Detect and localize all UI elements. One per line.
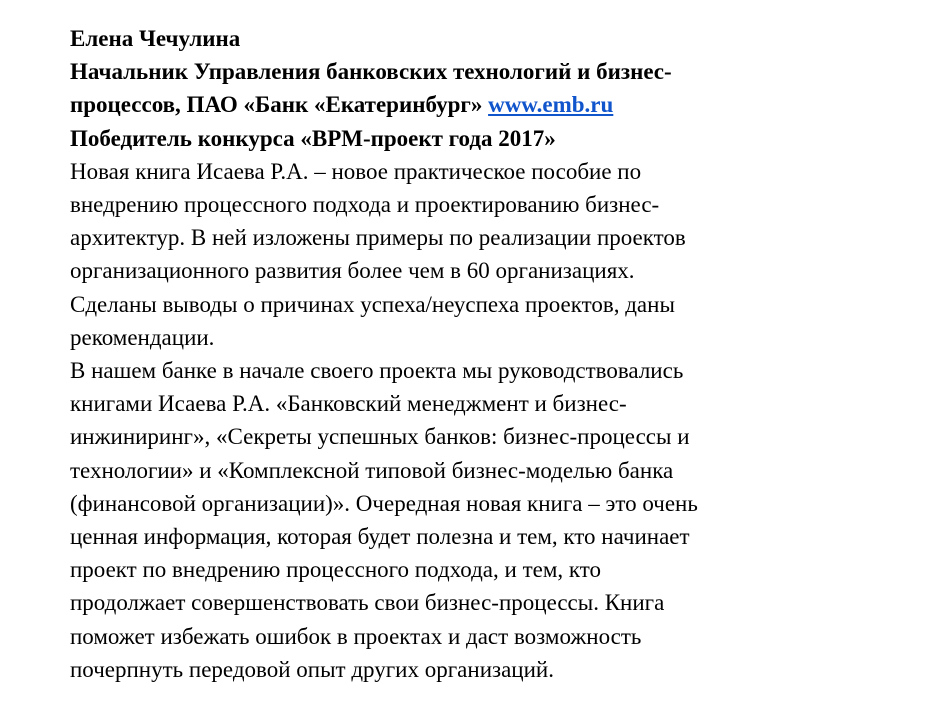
paragraph-line: архитектур. В ней изложены примеры по реализации проектов [70,225,686,251]
paragraph-line: рекомендации. [70,324,215,350]
paragraph-line: внедрению процессного подхода и проектированию бизнес- [70,192,660,218]
paragraph-line: Новая книга Исаева Р.А. – новое практическое пособие по [70,158,642,184]
paragraph-line: книгами Исаева Р.А. «Банковский менеджмент и бизнес- [70,391,627,417]
author-block [70,22,910,155]
paragraph-line: В нашем банке в начале своего проекта мы руководствовались [70,358,684,384]
paragraph-line: продолжает совершенствовать свои бизнес-процессы. Книга [70,590,665,616]
author-award: Победитель конкурса «BPM-проект года 2017» [70,125,556,151]
paragraph-line: (финансовой организации)». Очередная новая книга – это очень [70,490,698,516]
author-position-line-1: Начальник Управления банковских технологий и бизнес- [70,59,672,85]
paragraph-line: проект по внедрению процессного подхода, и тем, кто [70,557,602,583]
author-organization: процессов, ПАО «Банк «Екатеринбург» [70,92,489,118]
website-link[interactable]: www.emb.ru [488,92,614,118]
document-page [70,22,910,686]
paragraph-line: организационного развития более чем в 60 организациях. [70,258,635,284]
paragraph-line: поможет избежать ошибок в проектах и даст возможность [70,623,642,649]
paragraph-line: Сделаны выводы о причинах успеха/неуспеха проектов, даны [70,291,675,317]
author-name: Елена Чечулина [70,26,241,51]
author-position-line-2 [70,88,910,121]
review-paragraph-1 [70,155,910,354]
paragraph-line: технологии» и «Комплексной типовой бизнес-моделью банка [70,457,674,483]
review-paragraph-2 [70,354,910,686]
paragraph-line: ценная информация, которая будет полезна и тем, кто начинает [70,524,690,550]
paragraph-line: почерпнуть передовой опыт других организаций. [70,656,554,682]
paragraph-line: инжиниринг», «Секреты успешных банков: бизнес-процессы и [70,424,690,450]
